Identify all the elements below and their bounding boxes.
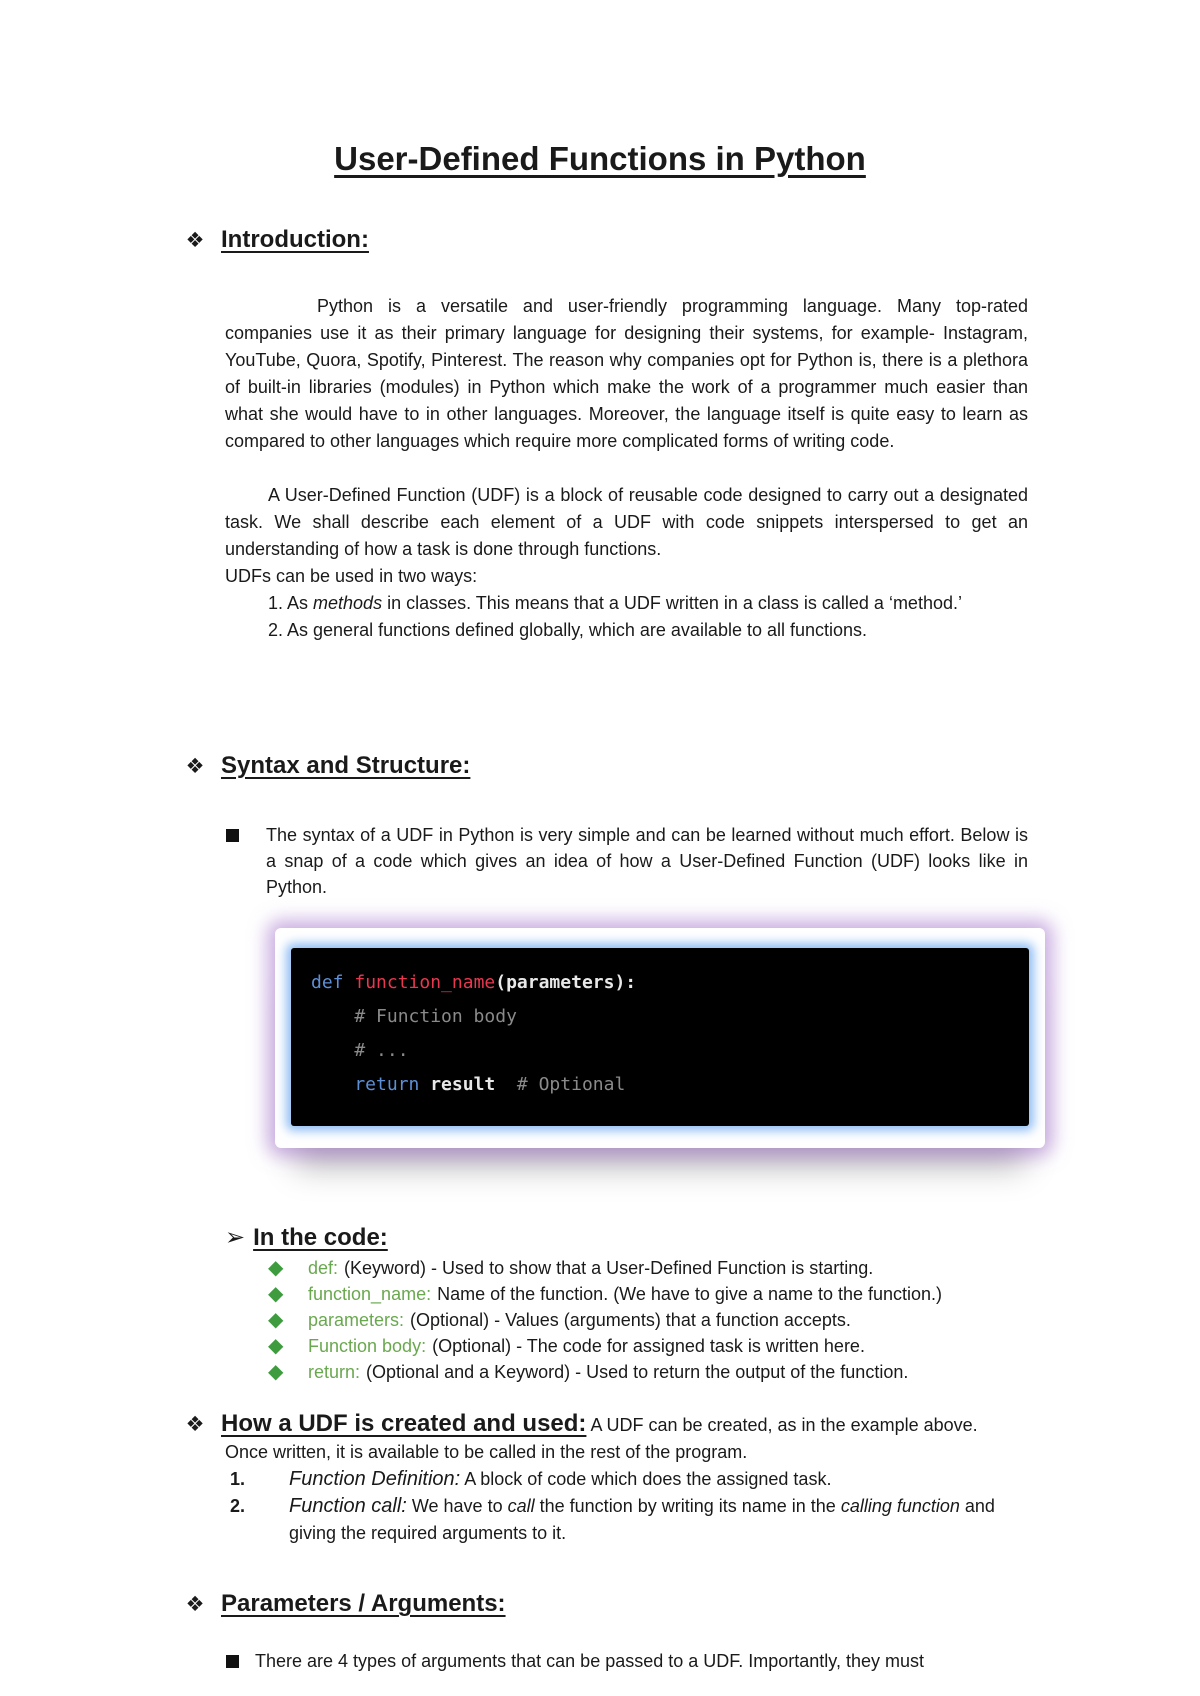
params-bullet: There are 4 types of arguments that can be passed to a UDF. Importantly, they must bbox=[255, 1648, 1045, 1674]
intro-heading: Introduction: bbox=[221, 226, 369, 253]
in-code-list bbox=[268, 1255, 1068, 1385]
list-item: ◆ def: (Keyword) - Used to show that a User-Defined Function is starting. bbox=[268, 1257, 874, 1279]
in-code-heading-row bbox=[225, 1223, 388, 1252]
usage-way-1: 1. As methods in classes. This means that a UDF written in a class is called a ‘method.’ bbox=[268, 593, 962, 613]
intro-body bbox=[225, 293, 1028, 644]
code-line-3: # ... bbox=[311, 1040, 409, 1061]
params-heading-row bbox=[185, 1590, 1045, 1618]
square-bullet-icon bbox=[226, 829, 239, 842]
list-item: ◆ Function body: (Optional) - The code for assigned task is written here. bbox=[268, 1335, 865, 1357]
four-diamond-bullet-icon: ❖ bbox=[185, 755, 205, 778]
green-diamond-icon: ◆ bbox=[268, 1361, 284, 1383]
four-diamond-bullet-icon: ❖ bbox=[185, 1593, 205, 1616]
list-item: ◆ function_name: Name of the function. (We have to give a name to the function.) bbox=[268, 1283, 943, 1305]
how-step-1: 1. Function Definition: A block of code which does the assigned task. bbox=[230, 1468, 832, 1490]
how-lead: A UDF can be created, as in the example above. bbox=[590, 1415, 978, 1435]
list-item: ◆ return: (Optional and a Keyword) - Used to return the output of the function. bbox=[268, 1361, 909, 1383]
intro-paragraph-2: A User-Defined Function (UDF) is a block of reusable code designed to carry out a designated task. We shall describe each element of a UDF with code snippets interspersed to get an understanding of how a task is done through functions. bbox=[225, 485, 1028, 559]
code-line-4: return result # Optional bbox=[311, 1074, 626, 1095]
syntax-heading: Syntax and Structure: bbox=[221, 752, 471, 779]
how-line-2: Once written, it is available to be called in the rest of the program. bbox=[225, 1442, 748, 1462]
intro-paragraph-3: UDFs can be used in two ways: bbox=[225, 566, 478, 586]
green-diamond-icon: ◆ bbox=[268, 1309, 284, 1331]
code-line-1: def function_name(parameters): bbox=[311, 972, 637, 993]
how-section bbox=[185, 1410, 1065, 1547]
in-code-heading: In the code: bbox=[253, 1224, 388, 1251]
green-diamond-icon: ◆ bbox=[268, 1335, 284, 1357]
usage-way-2: 2. As general functions defined globally, which are available to all functions. bbox=[268, 620, 868, 640]
params-heading: Parameters / Arguments: bbox=[221, 1590, 506, 1617]
green-diamond-icon: ◆ bbox=[268, 1257, 284, 1279]
syntax-heading-row bbox=[185, 752, 1045, 780]
four-diamond-bullet-icon: ❖ bbox=[185, 229, 205, 252]
code-snippet-image bbox=[275, 928, 1045, 1148]
four-diamond-bullet-icon: ❖ bbox=[185, 1413, 205, 1436]
intro-paragraph-1: Python is a versatile and user-friendly programming language. Many top-rated companies use it as their primary language for designing their systems, for example- Instagram, YouTube, Quora, Spotify, Pinterest. The reason why companies opt for Python is, there is a plethora of built-in libraries (modules) in Python which make the work of a programmer much easier than what she would have to in other languages. Moreover, the language itself is quite easy to learn as compared to other languages which require more complicated forms of writing code. bbox=[225, 296, 1028, 451]
code-block bbox=[291, 948, 1029, 1126]
green-diamond-icon: ◆ bbox=[268, 1283, 284, 1305]
list-item: ◆ parameters: (Optional) - Values (arguments) that a function accepts. bbox=[268, 1309, 851, 1331]
code-line-2: # Function body bbox=[311, 1006, 517, 1027]
page-title: User-Defined Functions in Python bbox=[334, 140, 866, 177]
how-heading: How a UDF is created and used: bbox=[221, 1410, 587, 1437]
syntax-bullet: The syntax of a UDF in Python is very simple and can be learned without much effort. Below is a snap of a code which gives an idea of how a User-Defined Function (UDF) looks like in Python. bbox=[266, 822, 1028, 900]
arrow-bullet-icon: ➢ bbox=[225, 1224, 246, 1251]
square-bullet-icon bbox=[226, 1655, 239, 1668]
how-step-2: 2. Function call: We have to call the function by writing its name in the calling function and giving the required arguments to it. bbox=[230, 1495, 995, 1543]
intro-heading-row bbox=[185, 226, 1045, 254]
